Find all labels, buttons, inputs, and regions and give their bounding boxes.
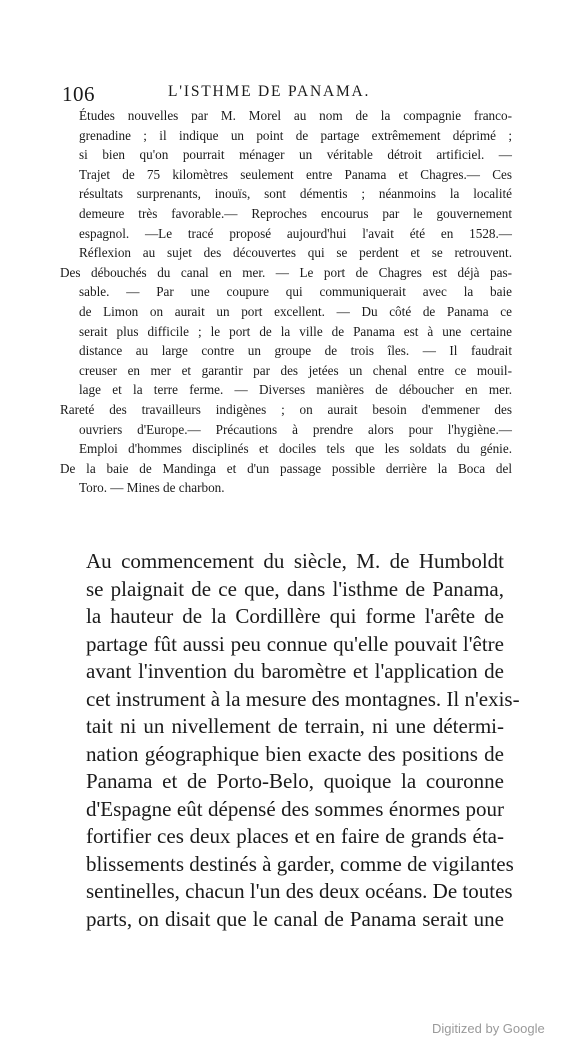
- summary-line: Études nouvelles par M. Morel au nom de la compagnie franco-: [79, 108, 512, 123]
- summary-line: lage et la terre ferme. — Diverses manières de déboucher en mer.: [79, 382, 512, 398]
- running-title: L'ISTHME DE PANAMA.: [168, 83, 371, 100]
- summary-line: Toro. — Mines de charbon.: [79, 480, 225, 496]
- body-line: blissements destinés à garder, comme de vigilantes: [86, 851, 514, 876]
- chapter-summary: [60, 106, 512, 498]
- body-line: sentinelles, chacun l'un des deux océans. De toutes: [86, 879, 513, 903]
- body-line: d'Espagne eût dépensé des sommes énormes pour: [86, 796, 504, 821]
- body-line: la hauteur de la Cordillère qui forme l'arête de: [86, 604, 504, 628]
- summary-line: Des débouchés du canal en mer. — Le port de Chagres est déjà pas-: [60, 264, 512, 280]
- summary-line: creuser en mer et garantir par des jetées un chenal entre ce mouil-: [79, 362, 512, 378]
- summary-line: Réflexion au sujet des découvertes qui se perdent et se retrouvent.: [79, 245, 512, 261]
- summary-line: serait plus difficile ; le port de la ville de Panama est à une certaine: [79, 323, 512, 339]
- body-line: partage fût aussi peu connue qu'elle pouvait l'être: [86, 631, 504, 656]
- body-line: fortifier ces deux places et en faire de grands éta-: [86, 824, 504, 848]
- summary-line: sable. — Par une coupure qui communiquerait avec la baie: [79, 284, 512, 300]
- summary-line: Emploi d'hommes disciplinés et dociles tels que les soldats du génie.: [79, 441, 512, 457]
- summary-line: grenadine ; il indique un point de partage extrêmement déprimé ;: [79, 127, 512, 143]
- summary-line: Trajet de 75 kilomètres seulement entre Panama et Chagres.— Ces: [79, 166, 512, 182]
- summary-line: résultats surprenants, inouïs, sont démentis ; néanmoins la localité: [79, 186, 512, 202]
- page-number: 106: [62, 82, 95, 106]
- body-line: parts, on disait que le canal de Panama serait une: [86, 906, 504, 931]
- summary-line: si bien qu'on pourrait ménager un véritable détroit artificiel. —: [79, 147, 512, 163]
- summary-line: De la baie de Mandinga et d'un passage possible derrière la Boca del: [60, 460, 512, 476]
- body-line: nation géographique bien exacte des positions de: [86, 741, 504, 766]
- body-line: tait ni un nivellement de terrain, ni une détermi-: [86, 714, 504, 738]
- body-line: cet instrument à la mesure des montagnes. Il n'exis-: [86, 686, 520, 711]
- summary-line: ouvriers d'Europe.— Précautions à prendre alors pour l'hygiène.—: [79, 421, 512, 437]
- summary-line: de Limon on aurait un port excellent. — Du côté de Panama ce: [79, 303, 512, 319]
- digitization-watermark: Digitized by Google: [432, 1021, 545, 1036]
- summary-line: demeure très favorable.— Reproches encourus par le gouvernement: [79, 205, 512, 221]
- body-line: se plaignait de ce que, dans l'isthme de Panama,: [86, 576, 504, 601]
- body-line: avant l'invention du baromètre et l'application de: [86, 659, 504, 683]
- body-line: Panama et de Porto-Belo, quoique la couronne: [86, 769, 504, 793]
- summary-line: Rareté des travailleurs indigènes ; on aurait besoin d'emmener des: [60, 401, 512, 417]
- body-line: Au commencement du siècle, M. de Humboldt: [86, 549, 504, 573]
- summary-line: espagnol. —Le tracé proposé aujourd'hui l'avait été en 1528.—: [79, 225, 512, 241]
- body-paragraph: [86, 548, 520, 933]
- summary-line: distance au large contre un groupe de trois îles. — Il faudrait: [79, 343, 512, 359]
